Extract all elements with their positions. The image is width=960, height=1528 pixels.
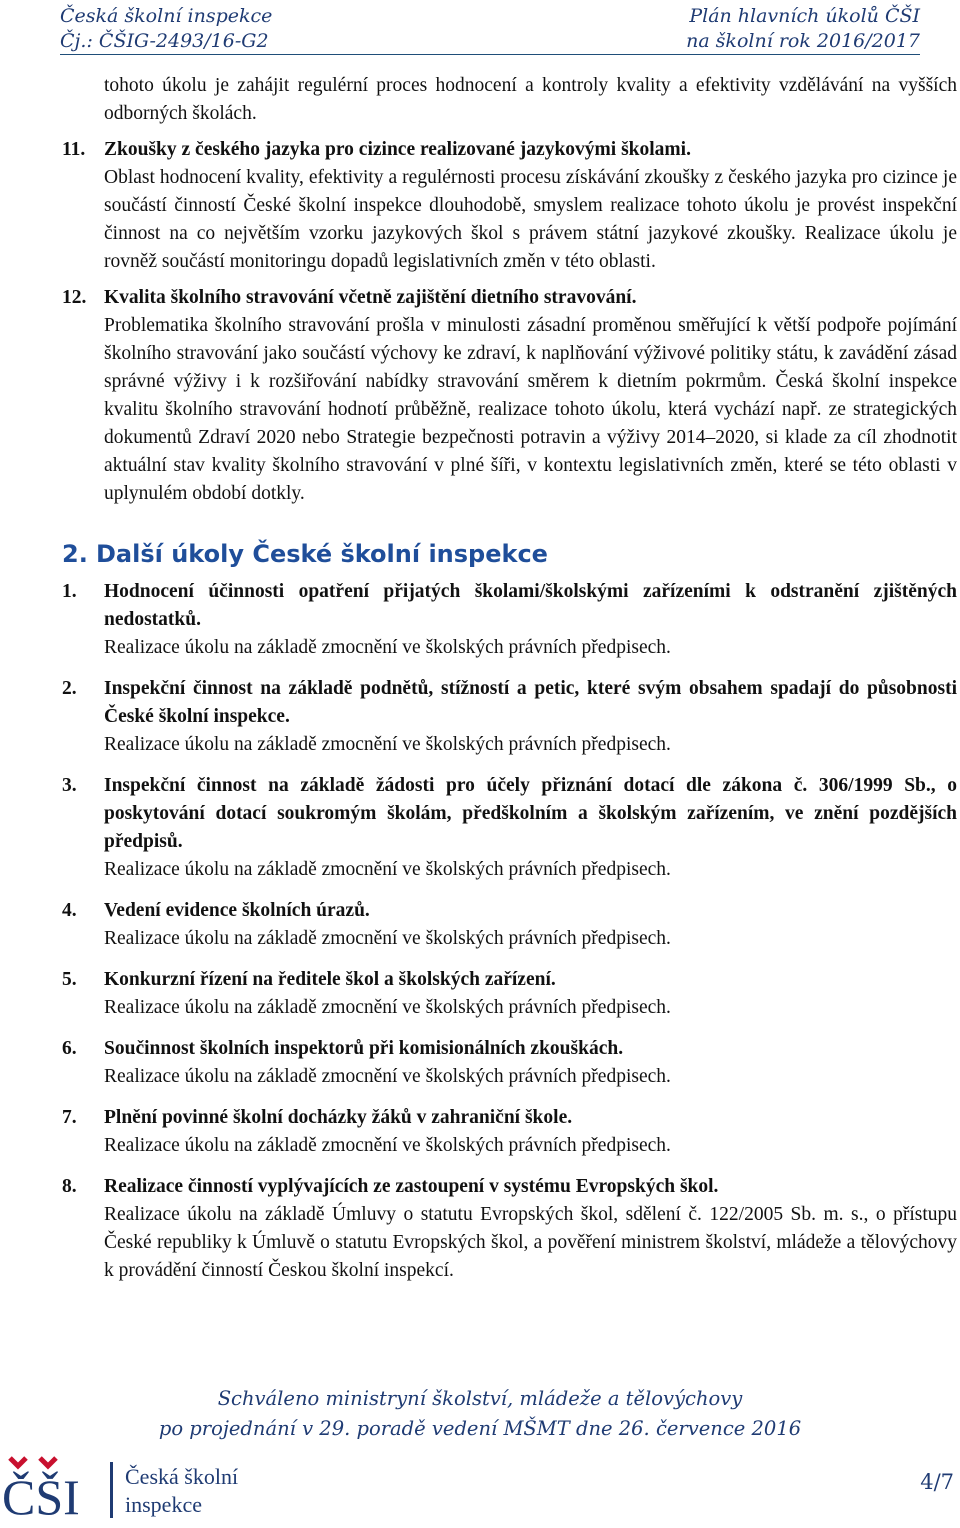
task-title: Součinnost školních inspektorů při komisionálních zkouškách. xyxy=(104,1038,624,1059)
task-number: 5. xyxy=(62,969,77,990)
task-title: Realizace činností vyplývajících ze zastoupení v systému Evropských škol. xyxy=(104,1176,719,1197)
task-title: Plnění povinné školní docházky žáků v zahraniční škole. xyxy=(104,1107,573,1128)
section-heading xyxy=(62,538,957,570)
task-number: 7. xyxy=(62,1107,77,1128)
item-title: Kvalita školního stravování včetně zajištění dietního stravování. xyxy=(104,287,637,308)
task-heading-5 xyxy=(62,966,957,994)
header-plan-year: na školní rok 2016/2017 xyxy=(686,30,920,52)
task-heading-7 xyxy=(62,1104,957,1132)
task-heading-2 xyxy=(62,675,957,731)
task-title: Konkurzní řízení na ředitele škol a školských zařízení. xyxy=(104,969,556,990)
task-number: 3. xyxy=(62,775,77,796)
task-title: Inspekční činnost na základě podnětů, stížností a petic, které svým obsahem spadají do působnosti České školní inspekce. xyxy=(104,678,957,727)
item-body-11: Oblast hodnocení kvality, efektivity a regulérnosti procesu získávání zkoušky z českého jazyka pro cizince je součástí činností České školní inspekce dlouhodobě, smyslem realizace tohoto úkolu je provést inspekční činnost na co největším vzorku jazykových škol s právem státní jazykové zkoušky. Realizace úkolu je rovněž součástí monitoringu dopadů legislativních změn v této oblasti. xyxy=(104,167,957,272)
logo-name-line-1: Česká školní xyxy=(125,1464,239,1489)
item-title: Zkoušky z českého jazyka pro cizince realizované jazykovými školami. xyxy=(104,139,691,160)
approval-line-1: Schváleno ministryní školství, mládeže a tělovýchovy xyxy=(217,1387,743,1410)
task-title: Inspekční činnost na základě žádosti pro účely přiznání dotací dle zákona č. 306/1999 Sb., o poskytování dotací soukromým školám, předškolním a školským zařízením, ve znění pozdějších předpisů. xyxy=(104,775,957,852)
page-header xyxy=(60,4,920,55)
task-number: 4. xyxy=(62,900,77,921)
task-heading-6 xyxy=(62,1035,957,1063)
hacek-mark xyxy=(10,1458,26,1466)
logo-name-line-2: inspekce xyxy=(125,1492,202,1517)
header-reference: Čj.: ČŠIG-2493/16-G2 xyxy=(60,30,269,52)
item-body-12: Problematika školního stravování prošla v minulosti zásadní proměnou směřující k větší podpoře pojímání školního stravování jako součástí výchovy ke zdraví, k naplňování výživové politiky státu, k zavádění zásad správné výživy i k rozšiřování nabídky stravování směrem k dietním pokrmům. Česká školní inspekce kvalitu školního stravování hodnotí průběžně, realizace tohoto úkolu, která vychází např. ze strategických dokumentů Zdraví 2020 nebo Strategie bezpečnosti potravin a výživy 2014–2020, si klade za cíl zhodnotit aktuální stav kvality školního stravování v plné šíři, v kontextu legislativních změn, které se této oblasti v uplynulém období dotkly. xyxy=(104,315,957,504)
task-number: 2. xyxy=(62,678,77,699)
task-heading-3 xyxy=(62,772,957,856)
logo-divider xyxy=(110,1462,113,1518)
csi-logo xyxy=(0,1452,280,1522)
item-heading-11 xyxy=(62,136,957,164)
task-heading-8 xyxy=(62,1173,957,1201)
task-title: Hodnocení účinnosti opatření přijatých školami/školskými zařízeními k odstranění zjištěných nedostatků. xyxy=(104,581,957,630)
section-title: Další úkoly České školní inspekce xyxy=(96,540,548,568)
item-number: 12. xyxy=(62,287,87,308)
hacek-mark xyxy=(40,1458,56,1466)
approval-note xyxy=(0,1384,960,1444)
task-number: 8. xyxy=(62,1176,77,1197)
task-body-7: Realizace úkolu na základě zmocnění ve školských právních předpisech. xyxy=(104,1135,671,1156)
csi-logo-graphic xyxy=(0,1452,280,1522)
task-heading-1 xyxy=(62,578,957,634)
logo-abbreviation: ČŠI xyxy=(2,1469,80,1522)
task-body-2: Realizace úkolu na základě zmocnění ve školských právních předpisech. xyxy=(104,734,671,755)
task-title: Vedení evidence školních úrazů. xyxy=(104,900,370,921)
page-number: 4/7 xyxy=(920,1470,954,1494)
task-body-1: Realizace úkolu na základě zmocnění ve školských právních předpisech. xyxy=(104,637,671,658)
header-org: Česká školní inspekce xyxy=(60,5,273,27)
task-body-6: Realizace úkolu na základě zmocnění ve školských právních předpisech. xyxy=(104,1066,671,1087)
task-number: 6. xyxy=(62,1038,77,1059)
task-body-8: Realizace úkolu na základě Úmluvy o statutu Evropských škol, sdělení č. 122/2005 Sb. m. s., o přístupu České republiky k Úmluvě o statutu Evropských škol, a pověření ministrem školství, mládeže a tělovýchovy k provádění činností Českou školní inspekcí. xyxy=(104,1204,957,1281)
section-number: 2. xyxy=(62,540,88,568)
task-body-3: Realizace úkolu na základě zmocnění ve školských právních předpisech. xyxy=(104,859,671,880)
item-heading-12 xyxy=(62,284,957,312)
intro-paragraph: tohoto úkolu je zahájit regulérní proces hodnocení a kontroly kvality a efektivity vzdělávání na vyšších odborných školách. xyxy=(104,75,957,124)
item-number: 11. xyxy=(62,139,86,160)
task-number: 1. xyxy=(62,581,77,602)
approval-line-2: po projednání v 29. poradě vedení MŠMT dne 26. července 2016 xyxy=(158,1417,802,1440)
task-heading-4 xyxy=(62,897,957,925)
page-content xyxy=(62,72,957,1285)
task-body-4: Realizace úkolu na základě zmocnění ve školských právních předpisech. xyxy=(104,928,671,949)
header-plan-title: Plán hlavních úkolů ČŠI xyxy=(689,5,920,27)
task-body-5: Realizace úkolu na základě zmocnění ve školských právních předpisech. xyxy=(104,997,671,1018)
